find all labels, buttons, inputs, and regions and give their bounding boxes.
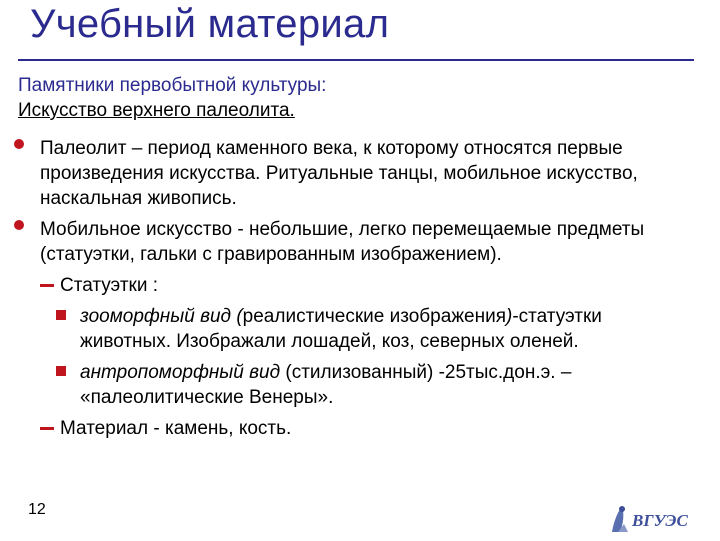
bullet-text-part: (стилизованный) -25тыс.дон.э. – «палеолитические Венеры». bbox=[80, 362, 572, 408]
bullet-text: Мобильное искусство - небольшие, легко перемещаемые предметы (статуэтки, гальки с гравированным изображением). bbox=[40, 219, 645, 265]
bullet-dot-icon bbox=[14, 139, 24, 149]
bullet-item bbox=[40, 217, 690, 267]
sub-bullet-text: Статуэтки : bbox=[60, 275, 159, 296]
italic-term: зооморфный вид ( bbox=[80, 306, 243, 327]
slide-subtitle: Памятники первобытной культуры: bbox=[18, 75, 327, 96]
section-heading: Искусство верхнего палеолита. bbox=[18, 100, 295, 121]
sub-bullet-text: Материал - камень, кость. bbox=[60, 418, 292, 439]
logo-icon bbox=[608, 502, 700, 536]
bullet-item bbox=[40, 136, 690, 211]
title-divider bbox=[18, 59, 694, 61]
sub-bullet-item bbox=[60, 273, 690, 298]
bullet-text-part: реалистические изображения bbox=[242, 306, 506, 327]
slide-title: Учебный материал bbox=[30, 2, 390, 46]
square-bullet-icon bbox=[56, 366, 66, 376]
dash-bullet-icon bbox=[40, 427, 54, 430]
university-logo bbox=[608, 502, 700, 536]
slide-content bbox=[0, 136, 720, 447]
square-bullet-icon bbox=[56, 310, 66, 320]
sub-sub-bullet-item bbox=[80, 304, 690, 354]
svg-text:ВГУЭС: ВГУЭС bbox=[632, 511, 688, 530]
sub-sub-bullet-item bbox=[80, 360, 690, 410]
dash-bullet-icon bbox=[40, 284, 54, 287]
bullet-text: Палеолит – период каменного века, к которому относятся первые произведения искусства. Ритуальные танцы, мобильное искусство, наскальная живопись. bbox=[40, 138, 638, 209]
italic-paren: ) bbox=[506, 306, 513, 327]
page-number: 12 bbox=[28, 501, 46, 518]
bullet-text-part: -статуэтки животных. Изображали лошадей, коз, северных оленей. bbox=[80, 306, 602, 352]
sub-bullet-item bbox=[60, 416, 690, 441]
italic-term: антропоморфный вид bbox=[80, 362, 281, 383]
bullet-dot-icon bbox=[14, 220, 24, 230]
